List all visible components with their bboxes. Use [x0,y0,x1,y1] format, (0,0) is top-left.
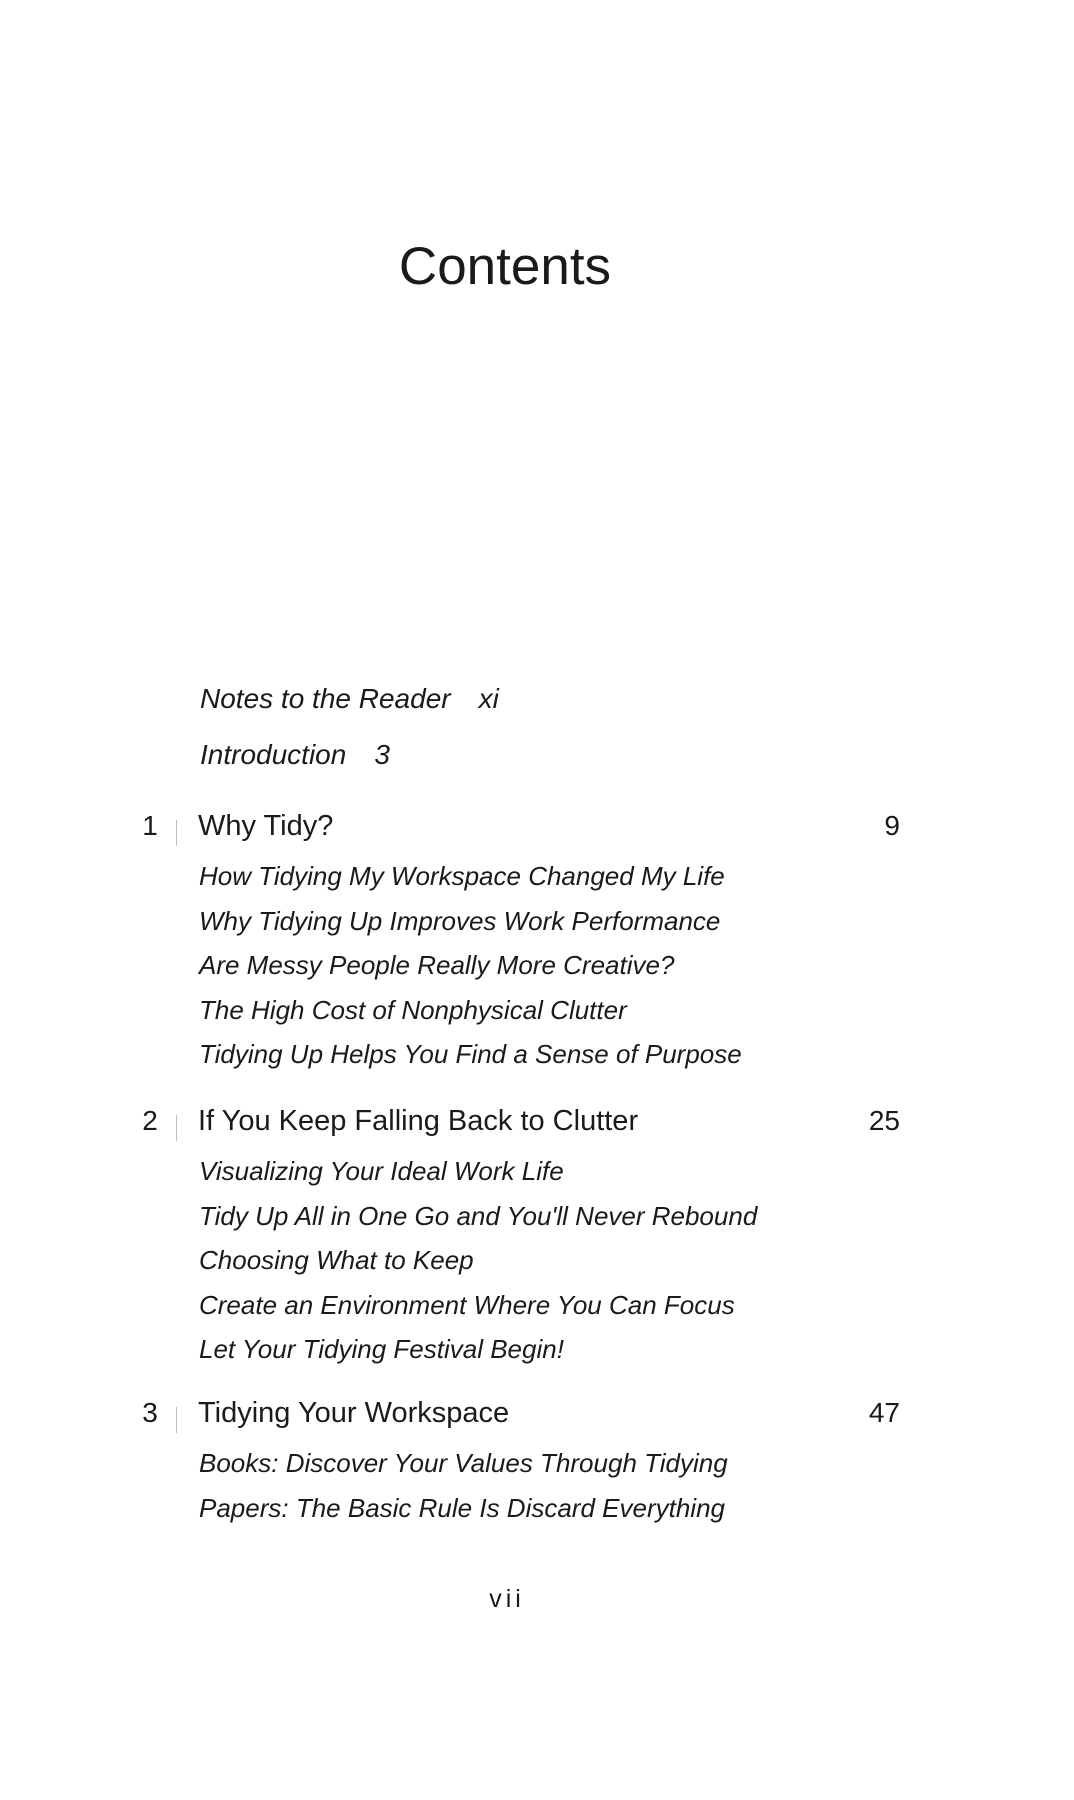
divider [176,1407,177,1433]
chapter-title: Why Tidy? [198,810,334,842]
section-list [199,854,742,1077]
chapter-page: 47 [868,1397,900,1428]
chapter-number: 2 [142,1105,158,1136]
section-item: Are Messy People Really More Creative? [199,950,675,980]
front-matter-label: Introduction [200,739,347,770]
section-item: Books: Discover Your Values Through Tidying [199,1448,728,1478]
section-item: Create an Environment Where You Can Focus [199,1289,735,1320]
section-item: Let Your Tidying Festival Begin! [199,1334,564,1364]
section-list [199,1149,757,1372]
section-item: Papers: The Basic Rule Is Discard Everything [199,1492,725,1523]
section-item: Tidying Up Helps You Find a Sense of Purpose [199,1039,742,1069]
front-matter-page: xi [478,683,499,714]
front-matter-item [200,739,390,771]
section-item: Why Tidying Up Improves Work Performance [199,905,721,936]
section-item: Tidy Up All in One Go and You'll Never Rebound [199,1200,758,1231]
front-matter-label: Notes to the Reader [200,683,451,714]
section-item: How Tidying My Workspace Changed My Life [199,861,725,891]
page-number: vii [489,1585,525,1613]
section-item: Visualizing Your Ideal Work Life [199,1156,564,1186]
front-matter-page: 3 [374,739,390,770]
divider [176,820,177,846]
chapter-title: If You Keep Falling Back to Clutter [198,1105,639,1137]
chapter-number: 3 [142,1397,158,1428]
section-item: Choosing What to Keep [199,1245,474,1275]
divider [176,1115,177,1141]
chapter-page: 9 [884,810,900,841]
front-matter-item [200,683,499,715]
page-title: Contents [398,236,612,296]
chapter-title: Tidying Your Workspace [198,1397,510,1429]
section-item: The High Cost of Nonphysical Clutter [199,994,627,1025]
chapter-page: 25 [868,1105,900,1136]
section-list [199,1441,728,1530]
chapter-number: 1 [142,810,158,841]
